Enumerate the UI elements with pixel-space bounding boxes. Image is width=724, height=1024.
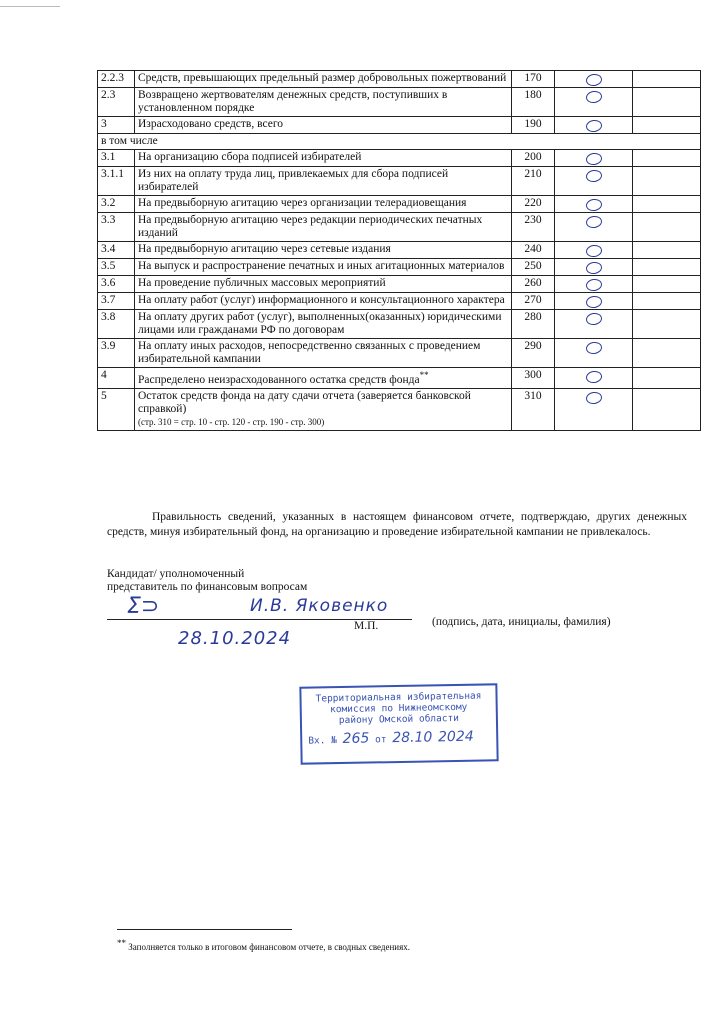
row-code: 260: [512, 276, 555, 293]
stamp-no-label: Вх. №: [308, 735, 337, 747]
row-description-text: Остаток средств фонда на дату сдачи отчета (заверяется банковской справкой): [138, 389, 471, 415]
row-extra-cell: [633, 150, 701, 167]
handwritten-zero: [585, 295, 603, 309]
table-row: [98, 276, 701, 293]
row-description: [135, 150, 512, 167]
row-value: [555, 293, 633, 310]
handwritten-zero: [585, 391, 603, 405]
row-value: [555, 388, 633, 430]
table-row: [98, 150, 701, 167]
row-extra-cell: [633, 276, 701, 293]
row-code: 210: [512, 167, 555, 196]
row-description-text: Средств, превышающих предельный размер добровольных пожертвований: [138, 72, 507, 84]
row-extra-cell: [633, 117, 701, 134]
handwritten-name: И.В. Яковенко: [250, 596, 389, 616]
row-description: [135, 117, 512, 134]
handwritten-date: 28.10.2024: [178, 628, 292, 649]
row-code: 220: [512, 196, 555, 213]
row-number: 4: [98, 368, 135, 389]
handwritten-zero: [585, 341, 603, 355]
seal-place-label: М.П.: [354, 620, 379, 632]
row-footnote-mark: **: [419, 370, 429, 380]
row-value: [555, 276, 633, 293]
stamp-line-3: району Омской области: [338, 712, 460, 727]
table-row: [98, 259, 701, 276]
handwritten-zero: [585, 90, 603, 104]
row-extra-cell: [633, 259, 701, 276]
row-number: 3.8: [98, 310, 135, 339]
row-description-text: На предвыборную агитацию через редакции периодических печатных изданий: [138, 214, 483, 239]
row-extra-cell: [633, 71, 701, 88]
table-row: [98, 88, 701, 117]
row-value: [555, 242, 633, 259]
row-code: 290: [512, 339, 555, 368]
stamp-line-2: комиссия по Нижнеомскому: [330, 701, 468, 716]
table-row: [98, 134, 701, 150]
handwritten-zero: [585, 73, 603, 87]
row-number: 3.9: [98, 339, 135, 368]
row-code: 200: [512, 150, 555, 167]
row-extra-cell: [633, 196, 701, 213]
row-value: [555, 310, 633, 339]
row-description: [135, 213, 512, 242]
row-value: [555, 117, 633, 134]
candidate-label-line1: Кандидат/ уполномоченный: [107, 568, 245, 580]
table-row: [98, 242, 701, 259]
table-row: [98, 388, 701, 430]
table-row: [98, 213, 701, 242]
handwritten-zero: [585, 215, 603, 229]
row-extra-cell: [633, 242, 701, 259]
table-row: [98, 368, 701, 389]
row-description: [135, 293, 512, 310]
row-number: 3.2: [98, 196, 135, 213]
row-code: 280: [512, 310, 555, 339]
financial-report-table: [97, 70, 701, 431]
row-description-text: На организацию сбора подписей избирателей: [138, 151, 362, 163]
handwritten-signature: Σ⊃: [127, 594, 160, 619]
row-number: 3.1.1: [98, 167, 135, 196]
row-value: [555, 213, 633, 242]
row-description: [135, 259, 512, 276]
row-description-text: На выпуск и распространение печатных и иных агитационных материалов: [138, 260, 505, 272]
footnote-mark: **: [117, 938, 126, 948]
row-value: [555, 167, 633, 196]
row-value: [555, 259, 633, 276]
row-number: 3.1: [98, 150, 135, 167]
candidate-label-line2: представитель по финансовым вопросам: [107, 581, 308, 593]
handwritten-zero: [585, 278, 603, 292]
row-value: [555, 368, 633, 389]
signature-caption: (подпись, дата, инициалы, фамилия): [432, 616, 611, 628]
footnote-text: Заполняется только в итоговом финансовом отчете, в сводных сведениях.: [128, 942, 410, 952]
commission-registration-stamp: [299, 683, 498, 764]
row-description: [135, 276, 512, 293]
row-extra-cell: [633, 167, 701, 196]
row-code: 310: [512, 388, 555, 430]
row-value: [555, 71, 633, 88]
row-value: [555, 339, 633, 368]
row-description-text: На оплату других работ (услуг), выполненных(оказанных) юридическими лицами или гражданами РФ по договорам: [138, 311, 502, 336]
row-number: 2.3: [98, 88, 135, 117]
report-table-body: [98, 71, 701, 431]
row-description-text: Из них на оплату труда лиц, привлекаемых для сбора подписей избирателей: [138, 168, 449, 193]
row-value: [555, 150, 633, 167]
row-description: [135, 196, 512, 213]
row-extra-cell: [633, 213, 701, 242]
row-code: 270: [512, 293, 555, 310]
scan-edge-mark: [0, 6, 60, 7]
stamp-reg-number: 265: [342, 730, 370, 747]
row-description-text: На предвыборную агитацию через сетевые издания: [138, 243, 391, 255]
table-row: [98, 117, 701, 134]
row-number: 3: [98, 117, 135, 134]
row-number: 3.4: [98, 242, 135, 259]
handwritten-zero: [585, 244, 603, 258]
stamp-from-label: от: [374, 734, 387, 746]
row-code: 240: [512, 242, 555, 259]
table-row: [98, 339, 701, 368]
handwritten-zero: [585, 370, 603, 384]
row-number: 3.6: [98, 276, 135, 293]
row-number: 3.5: [98, 259, 135, 276]
row-description: [135, 242, 512, 259]
row-description: [135, 310, 512, 339]
table-row: [98, 196, 701, 213]
row-description: [135, 71, 512, 88]
row-description-text: На проведение публичных массовых мероприятий: [138, 277, 386, 289]
handwritten-zero: [585, 261, 603, 275]
row-number: 3.7: [98, 293, 135, 310]
stamp-reg-year: 2024: [437, 728, 474, 746]
row-description: [135, 167, 512, 196]
row-code: 180: [512, 88, 555, 117]
row-code: 170: [512, 71, 555, 88]
table-row: [98, 310, 701, 339]
footnote: [117, 938, 410, 952]
row-description: [135, 388, 512, 430]
stamp-reg-date: 28.10: [392, 729, 433, 747]
row-description-text: На предвыборную агитацию через организации телерадиовещания: [138, 197, 467, 209]
row-extra-cell: [633, 388, 701, 430]
row-code: 230: [512, 213, 555, 242]
row-value: [555, 88, 633, 117]
row-extra-cell: [633, 310, 701, 339]
footnote-separator: [117, 929, 292, 930]
row-number: 2.2.3: [98, 71, 135, 88]
row-formula: (стр. 310 = стр. 10 - стр. 120 - стр. 190 - стр. 300): [138, 416, 325, 427]
handwritten-zero: [585, 152, 603, 166]
row-number: 5: [98, 388, 135, 430]
table-row: [98, 293, 701, 310]
row-extra-cell: [633, 293, 701, 310]
handwritten-zero: [585, 198, 603, 212]
row-group-label: в том числе: [98, 134, 701, 150]
handwritten-zero: [585, 119, 603, 133]
row-description-text: На оплату работ (услуг) информационного и консультационного характера: [138, 294, 505, 306]
handwritten-zero: [585, 312, 603, 326]
row-value: [555, 196, 633, 213]
candidate-label: [107, 568, 307, 594]
row-extra-cell: [633, 368, 701, 389]
table-row: [98, 71, 701, 88]
table-row: [98, 167, 701, 196]
row-extra-cell: [633, 339, 701, 368]
row-description: [135, 88, 512, 117]
stamp-registration: [302, 728, 496, 747]
row-code: 300: [512, 368, 555, 389]
row-description-text: Израсходовано средств, всего: [138, 118, 284, 130]
row-description: [135, 368, 512, 389]
row-code: 250: [512, 259, 555, 276]
row-extra-cell: [633, 88, 701, 117]
handwritten-zero: [585, 169, 603, 183]
row-description-text: На оплату иных расходов, непосредственно связанных с проведением избирательной кампании: [138, 340, 481, 365]
stamp-line-1: Территориальная избирательная: [315, 690, 482, 705]
row-code: 190: [512, 117, 555, 134]
confirmation-statement: Правильность сведений, указанных в настоящем финансовом отчете, подтверждаю, других денежных средств, минуя избирательный фонд, на организацию и проведение избирательной кампании не привлекалось.: [107, 511, 687, 538]
row-number: 3.3: [98, 213, 135, 242]
row-description-text: Распределено неизрасходованного остатка средств фонда: [138, 373, 420, 386]
row-description: [135, 339, 512, 368]
row-description-text: Возвращено жертвователям денежных средств, поступивших в установленном порядке: [138, 89, 448, 114]
